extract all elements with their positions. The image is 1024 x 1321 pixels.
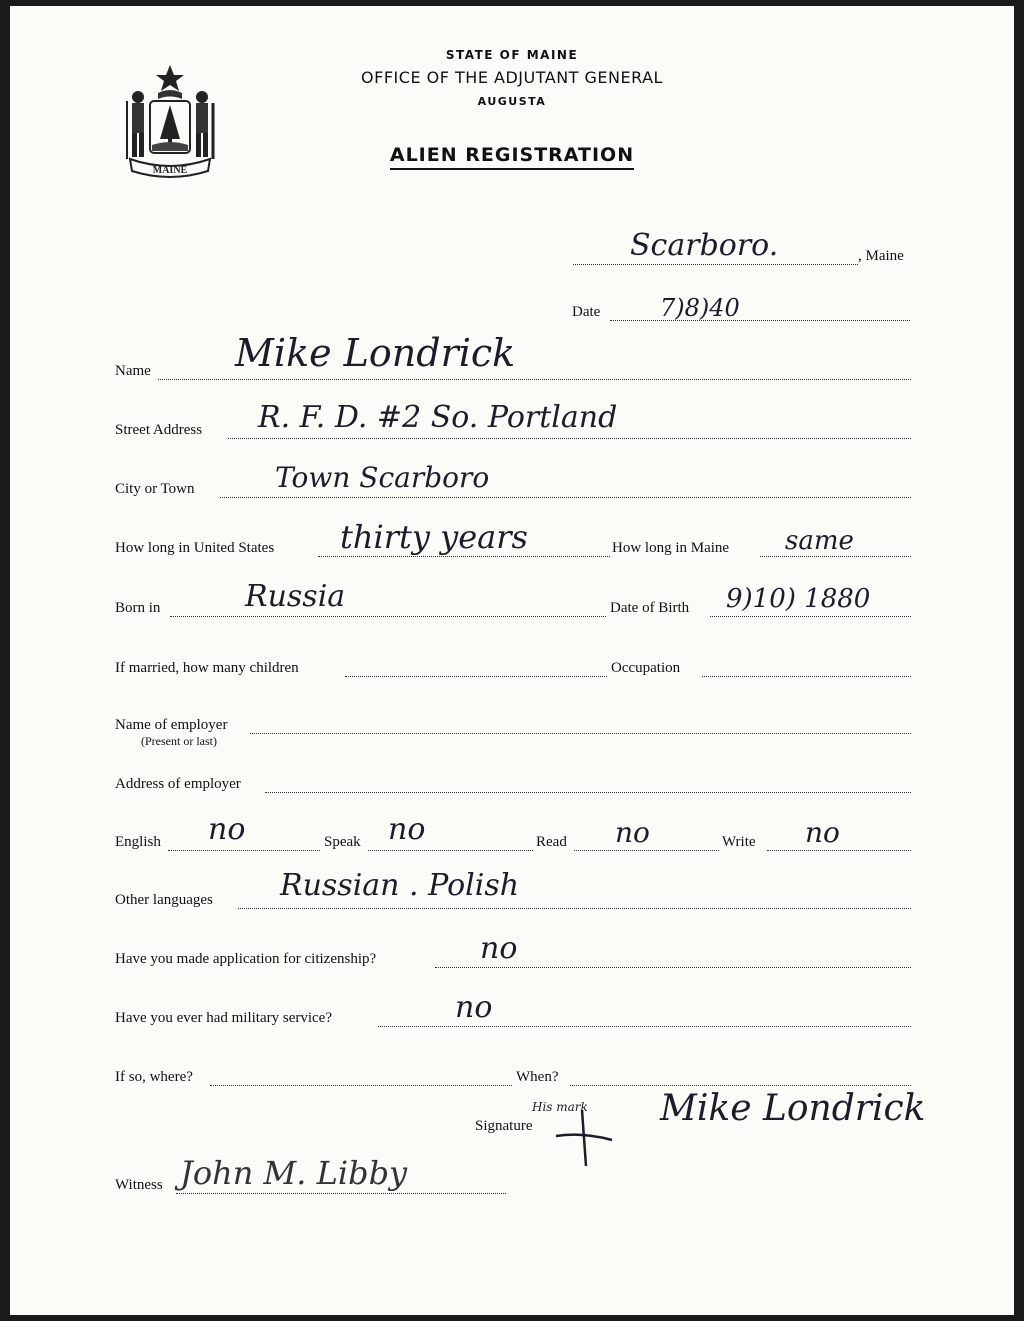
where-line	[210, 1085, 512, 1086]
employer-line	[250, 733, 911, 734]
date-of-birth-entry: 9)10) 1880	[726, 584, 871, 614]
when-label: When?	[516, 1069, 559, 1085]
how-long-us-label: How long in United States	[115, 540, 275, 556]
employer-address-label: Address of employer	[115, 776, 241, 792]
born-in-line	[170, 616, 606, 617]
city-line	[220, 497, 911, 498]
witness-line	[176, 1193, 506, 1194]
his-mark-note: His mark	[532, 1100, 588, 1114]
name-label: Name	[115, 363, 151, 379]
witness-label: Witness	[115, 1177, 163, 1193]
write-entry: no	[805, 816, 840, 849]
date-of-birth-line	[710, 616, 911, 617]
state-heading: STATE OF MAINE	[445, 48, 579, 62]
maine-label: , Maine	[858, 248, 904, 264]
write-label: Write	[722, 834, 756, 850]
city-entry: Town Scarboro	[275, 461, 490, 494]
where-label: If so, where?	[115, 1069, 193, 1085]
read-label: Read	[536, 834, 567, 850]
how-long-maine-line	[760, 556, 911, 557]
other-languages-entry: Russian . Polish	[280, 868, 520, 903]
speak-entry: no	[388, 812, 426, 847]
read-line	[574, 850, 719, 851]
born-in-entry: Russia	[245, 579, 346, 614]
english-line	[168, 850, 320, 851]
street-line	[228, 438, 911, 439]
how-long-maine-entry: same	[785, 526, 854, 556]
how-long-us-line	[318, 556, 610, 557]
how-long-us-entry: thirty years	[340, 518, 528, 556]
military-line	[378, 1026, 911, 1027]
children-label: If married, how many children	[115, 660, 299, 676]
children-line	[345, 676, 607, 677]
write-line	[767, 850, 911, 851]
cross-mark-icon	[552, 1106, 616, 1170]
name-entry: Mike Londrick	[235, 331, 516, 375]
street-label: Street Address	[115, 422, 203, 438]
employer-address-line	[265, 792, 911, 793]
form-title: ALIEN REGISTRATION	[10, 144, 1014, 166]
name-line	[158, 379, 911, 380]
date-entry: 7)8)40	[660, 294, 740, 322]
speak-line	[368, 850, 533, 851]
occupation-label: Occupation	[611, 660, 681, 676]
speak-label: Speak	[324, 834, 361, 850]
date-label: Date	[572, 304, 601, 320]
citizenship-entry: no	[480, 931, 518, 966]
street-entry: R. F. D. #2 So. Portland	[258, 400, 618, 435]
signature-label: Signature	[475, 1118, 533, 1134]
signature-entry: Mike Londrick	[660, 1088, 926, 1129]
registration-form	[10, 6, 1014, 1315]
citizenship-line	[435, 967, 911, 968]
military-entry: no	[455, 990, 493, 1025]
other-languages-label: Other languages	[115, 892, 213, 908]
read-entry: no	[615, 816, 650, 849]
occupation-line	[702, 676, 911, 677]
when-line	[570, 1085, 911, 1086]
other-languages-line	[238, 908, 911, 909]
english-entry: no	[208, 812, 246, 847]
office-heading: OFFICE OF THE ADJUTANT GENERAL	[361, 68, 663, 87]
town-entry: Scarboro.	[630, 228, 779, 263]
how-long-maine-label: How long in Maine	[612, 540, 730, 556]
witness-entry: John M. Libby	[180, 1154, 408, 1192]
born-in-label: Born in	[115, 600, 161, 616]
svg-text:MAINE: MAINE	[152, 165, 188, 176]
employer-note: (Present or last)	[141, 734, 217, 748]
citizenship-label: Have you made application for citizenship?	[115, 951, 377, 967]
english-label: English	[115, 834, 161, 850]
military-label: Have you ever had military service?	[115, 1010, 332, 1026]
city-label: City or Town	[115, 481, 195, 497]
date-of-birth-label: Date of Birth	[610, 600, 690, 616]
date-line	[610, 320, 910, 321]
city-heading: AUGUSTA	[477, 95, 547, 108]
employer-label: Name of employer	[115, 717, 228, 733]
town-line	[573, 264, 858, 265]
